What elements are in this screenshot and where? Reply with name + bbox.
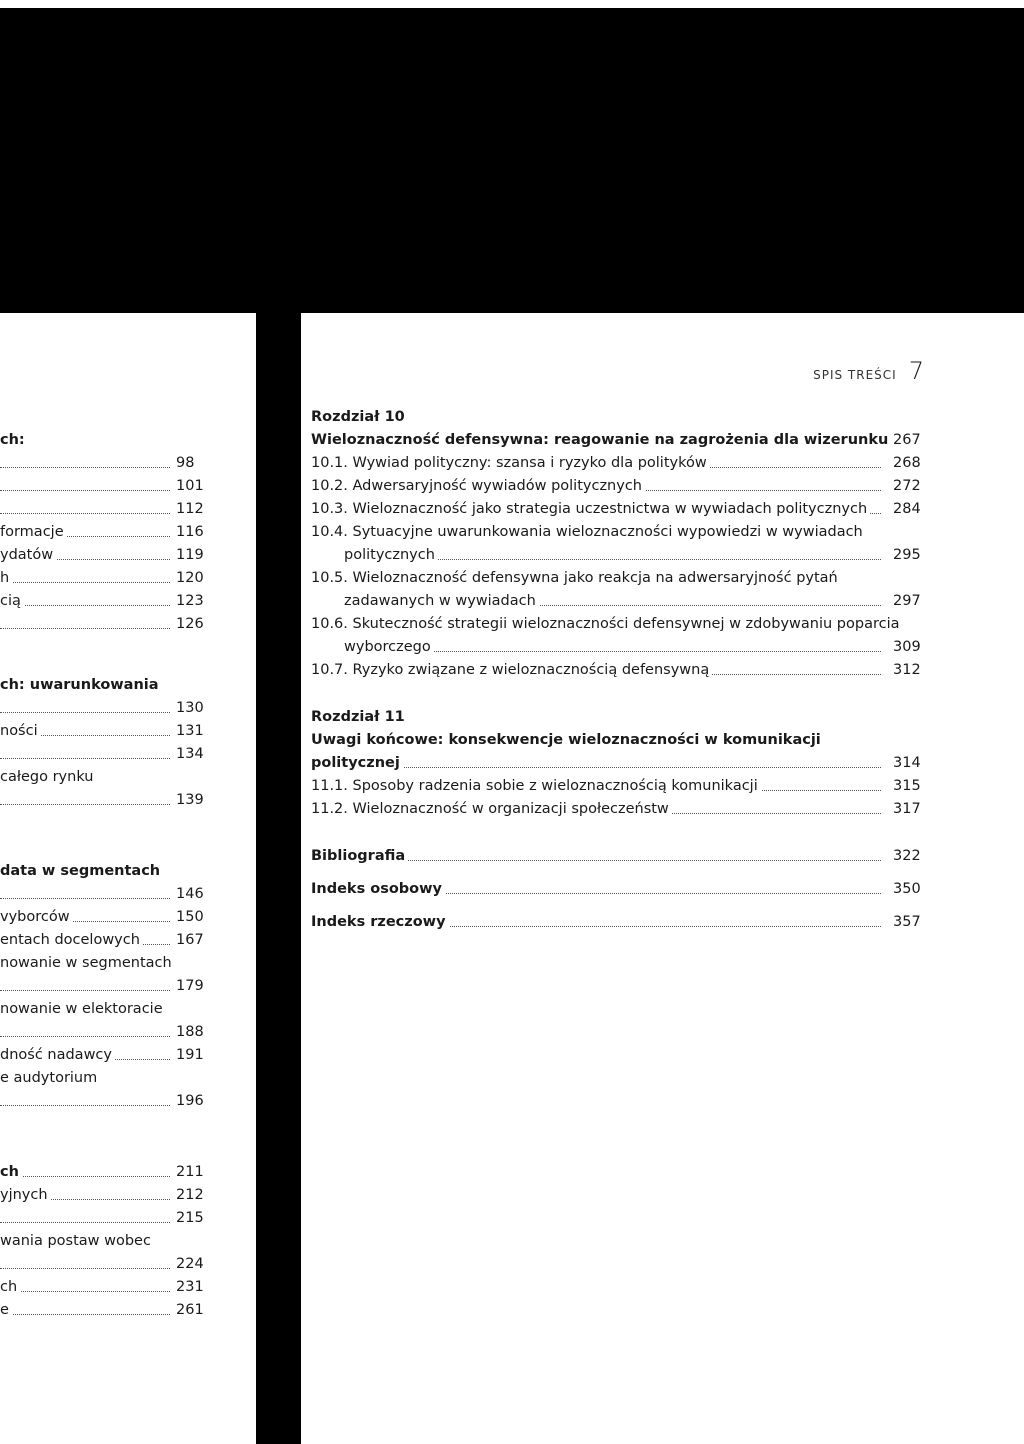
toc-entry: 10.6. Skuteczność strategii wieloznaczności defensywnej w zdobywaniu poparcia xyxy=(311,613,921,636)
toc-entry: 130 xyxy=(0,697,210,720)
chapter-title: Wieloznaczność defensywna: reagowanie na zagrożenia dla wizerunku 267 xyxy=(311,429,921,452)
chapter-title-cont: politycznej 314 xyxy=(311,752,921,775)
toc-entry: ch: xyxy=(0,429,210,452)
toc-entry: entach docelowych 167 xyxy=(0,929,210,952)
toc-entry: 10.4. Sytuacyjne uwarunkowania wieloznaczności wypowiedzi w wywiadach xyxy=(311,521,921,544)
toc-right-column xyxy=(311,406,921,934)
toc-entry: data w segmentach xyxy=(0,860,210,883)
toc-entry: cią 123 xyxy=(0,590,210,613)
toc-entry: 126 xyxy=(0,613,210,636)
toc-entry: wania postaw wobec xyxy=(0,1230,210,1253)
toc-entry: 134 xyxy=(0,743,210,766)
toc-entry: yjnych 212 xyxy=(0,1184,210,1207)
toc-entry: h 120 xyxy=(0,567,210,590)
toc-entry: ch 231 xyxy=(0,1276,210,1299)
toc-entry: 11.1. Sposoby radzenia sobie z wieloznacznością komunikacji 315 xyxy=(311,775,921,798)
toc-entry: całego rynku xyxy=(0,766,210,789)
toc-entry: nowanie w segmentach xyxy=(0,952,210,975)
toc-entry: 10.1. Wywiad polityczny: szansa i ryzyko dla polityków 268 xyxy=(311,452,921,475)
chapter-title: Uwagi końcowe: konsekwencje wieloznaczności w komunikacji xyxy=(311,729,921,752)
toc-entry: 196 xyxy=(0,1090,210,1113)
chapter-label: Rozdział 11 xyxy=(311,706,921,729)
toc-entry: 179 xyxy=(0,975,210,998)
toc-entry: 10.3. Wieloznaczność jako strategia uczestnictwa w wywiadach politycznych 284 xyxy=(311,498,921,521)
toc-entry: 215 xyxy=(0,1207,210,1230)
toc-entry: dność nadawcy 191 xyxy=(0,1044,210,1067)
toc-entry: e audytorium xyxy=(0,1067,210,1090)
toc-entry: nowanie w elektoracie xyxy=(0,998,210,1021)
toc-entry-cont: wyborczego 309 xyxy=(311,636,921,659)
toc-entry: 224 xyxy=(0,1253,210,1276)
toc-entry: e 261 xyxy=(0,1299,210,1322)
toc-entry: formacje 116 xyxy=(0,521,210,544)
toc-entry-subject-index: Indeks rzeczowy 357 xyxy=(311,911,921,934)
toc-entry: 139 xyxy=(0,789,210,812)
toc-left-column xyxy=(0,429,210,1322)
toc-entry-cont: zadawanych w wywiadach 297 xyxy=(311,590,921,613)
toc-entry: ności 131 xyxy=(0,720,210,743)
chapter-label: Rozdział 10 xyxy=(311,406,921,429)
toc-entry-person-index: Indeks osobowy 350 xyxy=(311,878,921,901)
toc-entry: ch 211 xyxy=(0,1161,210,1184)
toc-entry: 112 xyxy=(0,498,210,521)
toc-entry: 98 xyxy=(0,452,210,475)
toc-entry: ydatów 119 xyxy=(0,544,210,567)
toc-entry: ch: uwarunkowania xyxy=(0,674,210,697)
toc-entry: 146 xyxy=(0,883,210,906)
toc-entry: 10.2. Adwersaryjność wywiadów politycznych 272 xyxy=(311,475,921,498)
toc-entry: 101 xyxy=(0,475,210,498)
toc-entry: 10.7. Ryzyko związane z wieloznacznością defensywną 312 xyxy=(311,659,921,682)
toc-entry: 11.2. Wieloznaczność w organizacji społeczeństw 317 xyxy=(311,798,921,821)
page-number: 7 xyxy=(908,357,924,385)
toc-entry: vyborców 150 xyxy=(0,906,210,929)
scan-black-margin-top xyxy=(0,8,1024,313)
toc-entry: 188 xyxy=(0,1021,210,1044)
toc-entry: 10.5. Wieloznaczność defensywna jako reakcja na adwersaryjność pytań xyxy=(311,567,921,590)
running-header xyxy=(813,357,924,385)
running-header-label: SPIS TREŚCI xyxy=(813,368,897,382)
scan-black-gutter xyxy=(256,300,301,1444)
toc-entry-bibliography: Bibliografia 322 xyxy=(311,845,921,868)
toc-entry-cont: politycznych 295 xyxy=(311,544,921,567)
